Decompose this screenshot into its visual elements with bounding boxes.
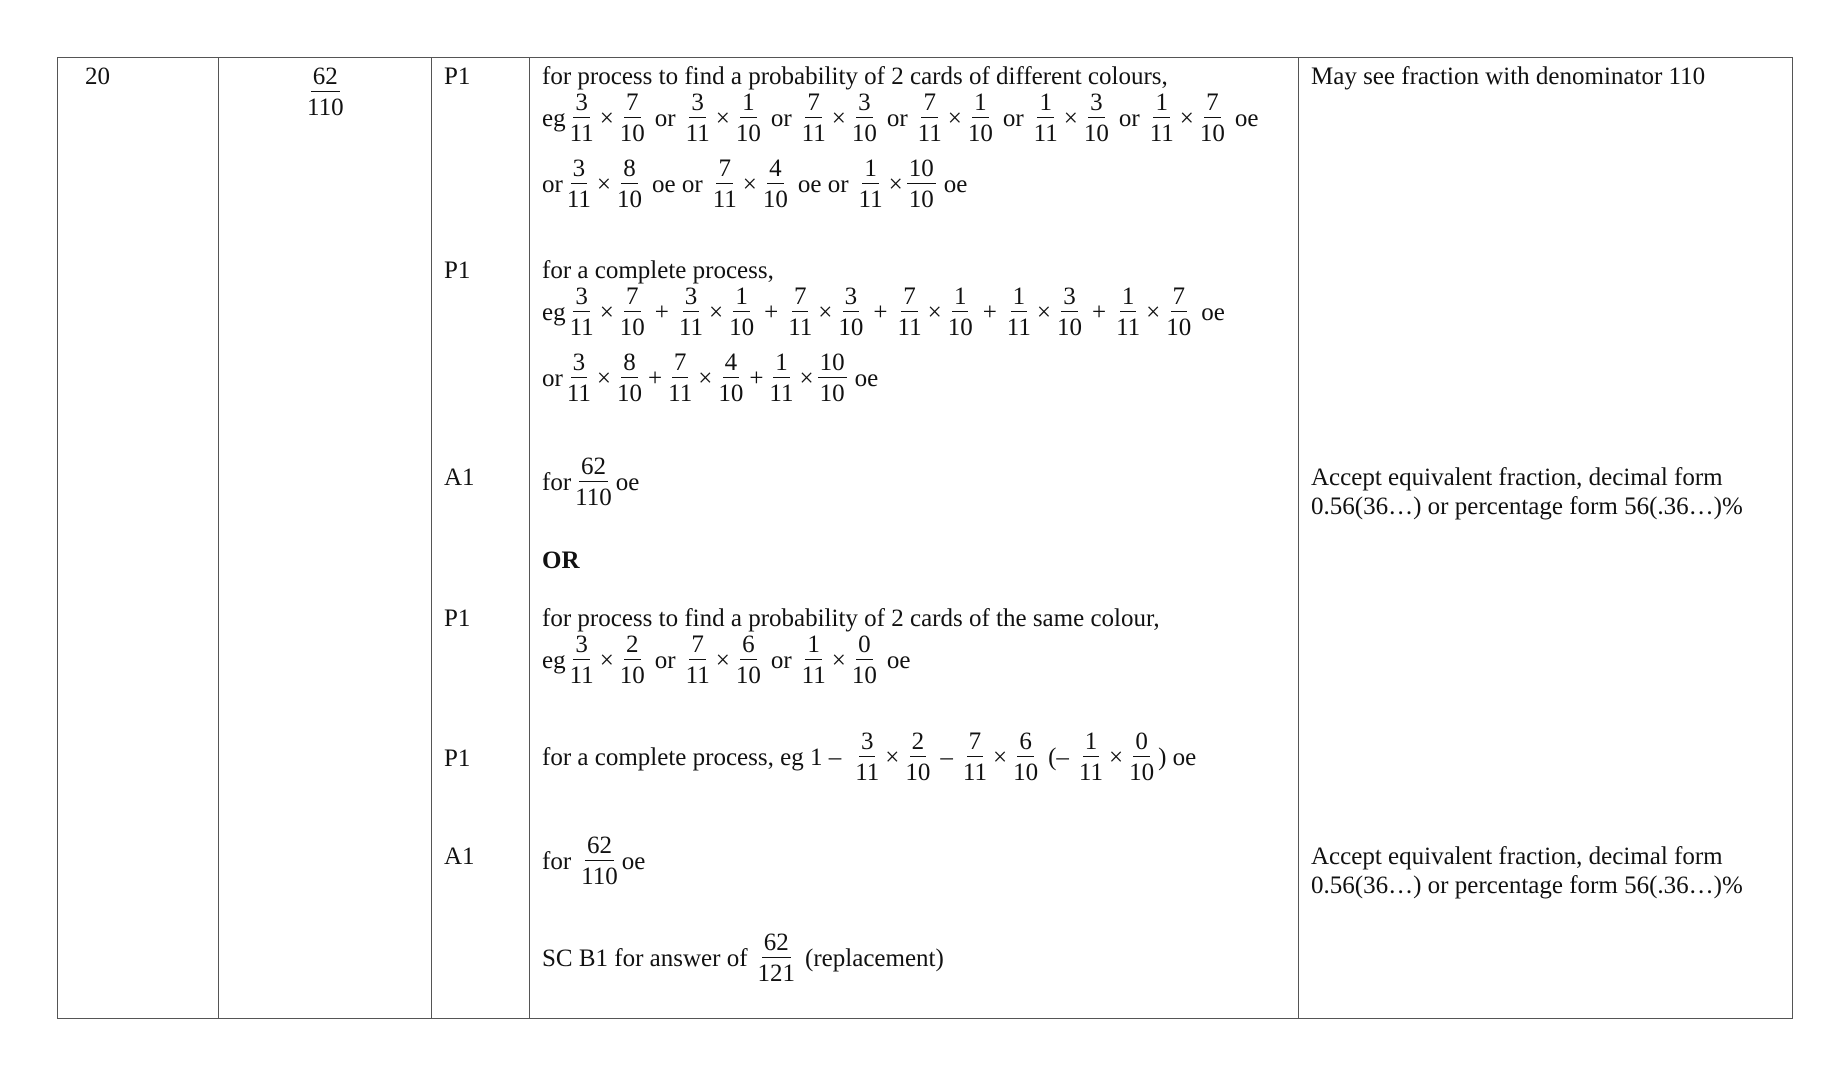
- complement-process-line: for a complete process, eg 1 – $\frac{3}{11}$ × $\frac{2}{10}$ – $\frac{7}{11}$ × $\frac{6}{10}$ (– $\frac{1}{11}$ × $\frac{0}{10}$ ) oe: [542, 728, 1197, 786]
- different-colours-alt-line: or $\frac{3}{11}$ × $\frac{8}{10}$ oe or $\frac{7}{11}$ × $\frac{4}{10}$ oe or $\frac{1}{11}$ × $\frac{10}{10}$ oe: [542, 155, 968, 213]
- column-divider: [431, 58, 432, 1018]
- mark-p1: P1: [444, 63, 471, 90]
- column-divider: [218, 58, 219, 1018]
- special-case-line: SC B1 for answer of $\frac{62}{121}$ (replacement): [542, 929, 944, 987]
- note-accept-equivalent-forms: 0.56(36…) or percentage form 56(.36…)%: [1311, 872, 1743, 899]
- p1-same-colour-text: for process to find a probability of 2 cards of the same colour,: [542, 605, 1160, 632]
- p1-complete-process-text: for a complete process,: [542, 257, 774, 284]
- mark-p1: P1: [444, 257, 471, 284]
- a1-second-answer-fraction: $\frac{62}{110}$: [581, 832, 618, 890]
- a1-answer-line: for $\frac{62}{110}$ oe: [542, 453, 640, 511]
- column-divider: [1298, 58, 1299, 1018]
- mark-a1: A1: [444, 843, 475, 870]
- note-accept-equivalent: Accept equivalent fraction, decimal form: [1311, 464, 1723, 491]
- question-number: 20: [85, 63, 110, 90]
- special-case-fraction: $\frac{62}{121}$: [757, 929, 796, 987]
- p1-different-colours-text: for process to find a probability of 2 cards of different colours,: [542, 63, 1168, 90]
- a1-answer-fraction: $\frac{62}{110}$: [575, 453, 612, 511]
- note-denominator: May see fraction with denominator 110: [1311, 63, 1706, 90]
- mark-a1: A1: [444, 464, 475, 491]
- answer-fraction: $\frac{62}{110}$: [307, 63, 344, 121]
- or-heading: OR: [542, 547, 580, 574]
- answer-cell: [303, 64, 348, 120]
- note-accept-equivalent-forms: 0.56(36…) or percentage form 56(.36…)%: [1311, 493, 1743, 520]
- mark-scheme-table: [57, 57, 1793, 1019]
- note-accept-equivalent: Accept equivalent fraction, decimal form: [1311, 843, 1723, 870]
- same-colour-products-line: eg $\frac{3}{11}$ × $\frac{2}{10}$ or $\frac{7}{11}$ × $\frac{6}{10}$ or $\frac{1}{11}$ × $\frac{0}{10}$ oe: [542, 631, 911, 689]
- mark-p1: P1: [444, 745, 471, 772]
- a1-second-answer-line: for $\frac{62}{110}$ oe: [542, 832, 646, 890]
- complete-process-alt-line: or $\frac{3}{11}$ × $\frac{8}{10}$ + $\frac{7}{11}$ × $\frac{4}{10}$ + $\frac{1}{11}$ × $\frac{10}{10}$ oe: [542, 349, 879, 407]
- complete-process-sum-line: eg $\frac{3}{11}$ × $\frac{7}{10}$ + $\frac{3}{11}$ × $\frac{1}{10}$ + $\frac{7}{11}$ × $\frac{3}{10}$ + $\frac{7}{11}$ × $\frac{1}{10}$ + $\frac{1}{11}$ × $\frac{3}{10}$ + $\frac{1}{11}$ × $\frac{7}{10}$ oe: [542, 283, 1225, 341]
- mark-p1: P1: [444, 605, 471, 632]
- different-colours-products-line: eg $\frac{3}{11}$ × $\frac{7}{10}$ or $\frac{3}{11}$ × $\frac{1}{10}$ or $\frac{7}{11}$ × $\frac{3}{10}$ or $\frac{7}{11}$ × $\frac{1}{10}$ or $\frac{1}{11}$ × $\frac{3}{10}$ or $\frac{1}{11}$ × $\frac{7}{10}$ oe: [542, 89, 1259, 147]
- column-divider: [529, 58, 530, 1018]
